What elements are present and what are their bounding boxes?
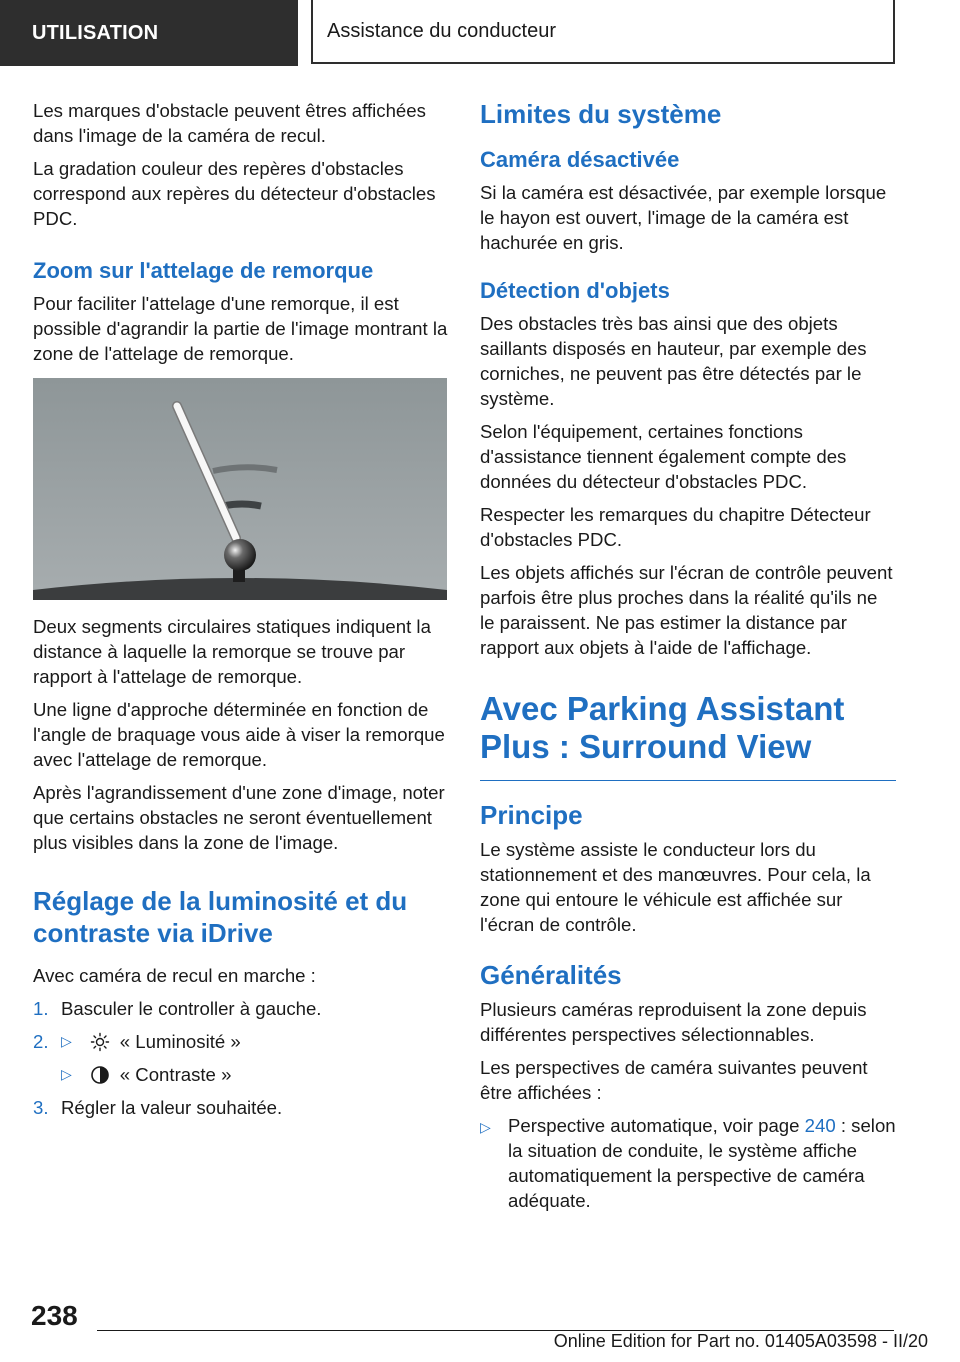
list-item bbox=[480, 1113, 896, 1213]
section-heading-brightness: Réglage de la luminosité et du contraste via iDrive bbox=[33, 886, 408, 948]
bullet-text-suffix: : selon la situation de conduite, le système affiche automatiquement la perspective de caméra adéquate. bbox=[508, 1115, 896, 1211]
step-text: Basculer le controller à gauche. bbox=[61, 998, 322, 1019]
paragraph: Plusieurs caméras reproduisent la zone depuis différentes perspectives sélectionnables. bbox=[480, 999, 867, 1045]
paragraph: Des obstacles très bas ainsi que des objets saillants disposés en hauteur, par exemple des corniches, ne peuvent pas être détectés par le système. bbox=[480, 313, 867, 409]
paragraph: Le système assiste le conducteur lors du stationnement et des manœuvres. Pour cela, la zone qui entoure le véhicule est affichée sur l'écran de contrôle. bbox=[480, 839, 871, 935]
sub-item bbox=[55, 1029, 449, 1054]
section-heading-zoom: Zoom sur l'attelage de remorque bbox=[33, 258, 374, 283]
subheading-object-detection: Détection d'objets bbox=[480, 278, 670, 303]
paragraph: Une ligne d'approche déterminée en fonction de l'angle de braquage vous aide à viser la remorque avec l'attelage de remorque. bbox=[33, 699, 445, 770]
paragraph: Pour faciliter l'attelage d'une remorque, il est possible d'agrandir la partie de l'image montrant la zone de l'attelage de remorque. bbox=[33, 293, 448, 364]
paragraph: Les perspectives de caméra suivantes peuvent être affichées : bbox=[480, 1057, 868, 1103]
paragraph: Après l'agrandissement d'une zone d'image, noter que certains obstacles ne seront éventuellement plus visibles dans la zone de l'image. bbox=[33, 782, 445, 853]
chapter-heading-surround-view: Avec Parking Assistant Plus : Surround View bbox=[480, 690, 845, 765]
right-column bbox=[480, 98, 896, 1213]
step-number: 3. bbox=[33, 1097, 49, 1118]
contrast-icon bbox=[90, 1065, 110, 1085]
page-reference-link[interactable]: 240 bbox=[804, 1115, 836, 1136]
step-item bbox=[33, 996, 449, 1021]
chapter-title: Assistance du conducteur bbox=[311, 0, 895, 64]
step-item bbox=[33, 1029, 449, 1087]
paragraph: Respecter les remarques du chapitre Détecteur d'obstacles PDC. bbox=[480, 504, 871, 550]
subheading-principle: Principe bbox=[480, 800, 583, 830]
step-text: Régler la valeur souhaitée. bbox=[61, 1097, 283, 1118]
heading-rule bbox=[480, 780, 896, 781]
triangle-bullet-icon: ▷ bbox=[61, 1066, 72, 1082]
bullet-text-prefix: Perspective automatique, voir page bbox=[508, 1115, 805, 1136]
brightness-label: « Luminosité » bbox=[119, 1031, 241, 1052]
contrast-label: « Contraste » bbox=[119, 1064, 232, 1085]
edition-note: Online Edition for Part no. 01405A03598 - II/20 bbox=[553, 1331, 928, 1351]
bullet-list bbox=[480, 1113, 896, 1213]
section-heading-limits: Limites du système bbox=[480, 99, 722, 129]
triangle-bullet-icon: ▷ bbox=[480, 1119, 491, 1135]
subheading-camera-off: Caméra désactivée bbox=[480, 147, 680, 172]
triangle-bullet-icon: ▷ bbox=[61, 1033, 72, 1049]
section-title: UTILISATION bbox=[0, 0, 298, 66]
paragraph: La gradation couleur des repères d'obstacles correspond aux repères du détecteur d'obstacles PDC. bbox=[33, 158, 436, 229]
paragraph: Deux segments circulaires statiques indiquent la distance à laquelle la remorque se trouve par rapport à l'attelage de remorque. bbox=[33, 616, 431, 687]
sub-item bbox=[55, 1062, 449, 1087]
subheading-general: Généralités bbox=[480, 960, 622, 990]
paragraph: Les marques d'obstacle peuvent êtres affichées dans l'image de la caméra de recul. bbox=[33, 100, 426, 146]
paragraph: Les objets affichés sur l'écran de contrôle peuvent parfois être plus proches dans la réalité qu'ils ne le paraissent. Ne pas estimer la distance par rapport aux objets à l'aide de l'affichage. bbox=[480, 562, 893, 658]
step-number: 1. bbox=[33, 998, 49, 1019]
left-column bbox=[33, 98, 449, 1128]
page-number: 238 bbox=[31, 1300, 78, 1331]
instruction-steps bbox=[33, 996, 449, 1120]
page-header bbox=[0, 0, 960, 66]
step-item bbox=[33, 1095, 449, 1120]
step-number: 2. bbox=[33, 1031, 49, 1052]
paragraph: Selon l'équipement, certaines fonctions d'assistance tiennent également compte des données du détecteur d'obstacles PDC. bbox=[480, 421, 847, 492]
sun-icon bbox=[90, 1032, 110, 1052]
trailer-hitch-camera-image bbox=[33, 378, 447, 600]
paragraph: Avec caméra de recul en marche : bbox=[33, 965, 316, 986]
paragraph: Si la caméra est désactivée, par exemple lorsque le hayon est ouvert, l'image de la caméra est hachurée en gris. bbox=[480, 182, 887, 253]
